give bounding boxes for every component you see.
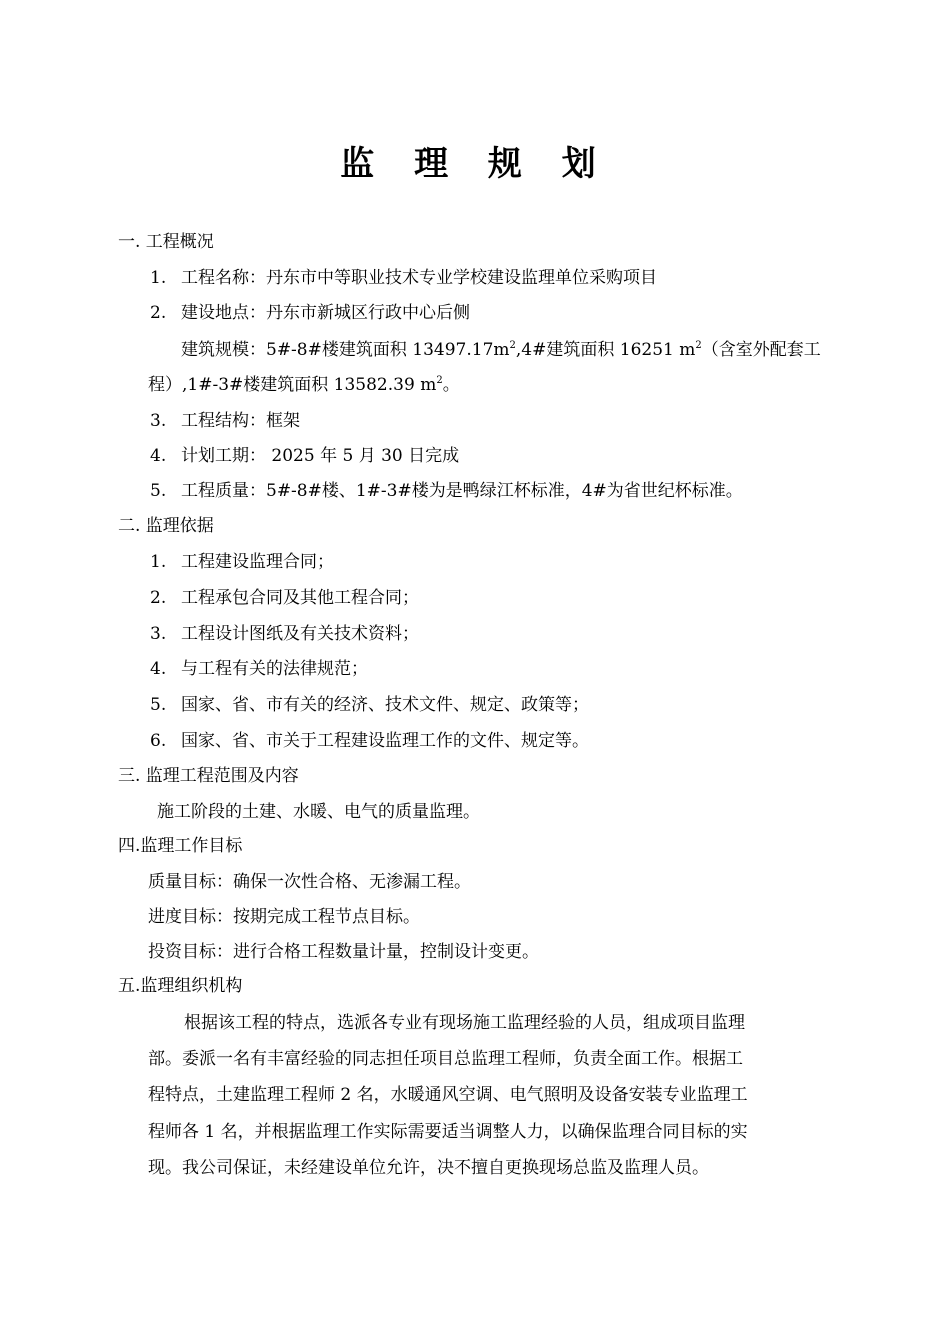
scale-text-c: （含室外配套工 (701, 340, 821, 360)
list-item: 工程建设监理合同； (181, 552, 334, 572)
paragraph-line: 现。我公司保证，未经建设单位允许，决不擅自更换现场总监及监理人员。 (148, 1158, 709, 1178)
list-item: 工程设计图纸及有关技术资料； (181, 624, 419, 644)
list-number: 6. (150, 731, 167, 751)
list-number: 5. (150, 695, 167, 715)
section-heading-organization: 五.监理组织机构 (118, 976, 243, 996)
paragraph-line: 根据该工程的特点，选派各专业有现场施工监理经验的人员，组成项目监理 (184, 1013, 745, 1033)
investment-goal: 投资目标：进行合格工程数量计量，控制设计变更。 (148, 942, 539, 962)
project-name: 工程名称：丹东市中等职业技术专业学校建设监理单位采购项目 (181, 268, 657, 288)
list-number: 1. (150, 552, 167, 572)
project-scale-line-1 (181, 338, 821, 362)
list-number: 1. (150, 268, 167, 288)
list-number: 2. (150, 588, 167, 608)
project-schedule: 计划工期： 2025 年 5 月 30 日完成 (181, 446, 460, 466)
list-item: 国家、省、市有关的经济、技术文件、规定、政策等； (181, 695, 589, 715)
list-number: 5. (150, 481, 167, 501)
project-quality: 工程质量：5#-8#楼、1#-3#楼为是鸭绿江杯标准，4#为省世纪杯标准。 (181, 481, 743, 501)
list-number: 3. (150, 411, 167, 431)
list-number: 4. (150, 659, 167, 679)
schedule-goal: 进度目标：按期完成工程节点目标。 (148, 907, 420, 927)
list-number: 3. (150, 624, 167, 644)
scope-text: 施工阶段的土建、水暖、电气的质量监理。 (157, 802, 480, 822)
superscript: 2 (436, 375, 443, 386)
list-number: 2. (150, 303, 167, 323)
page-title: 监 理 规 划 (340, 144, 610, 184)
list-item: 国家、省、市关于工程建设监理工作的文件、规定等。 (181, 731, 589, 751)
scale-text-e: 。 (442, 375, 460, 395)
list-item: 与工程有关的法律规范； (181, 659, 368, 679)
paragraph-line: 程师各 1 名，并根据监理工作实际需要适当调整人力，以确保监理合同目标的实 (148, 1122, 748, 1142)
superscript: 2 (695, 340, 702, 351)
project-structure: 工程结构：框架 (181, 411, 300, 431)
scale-text-a: 建筑规模：5#-8#楼建筑面积 13497.17m (181, 340, 510, 360)
project-scale-line-2 (148, 373, 460, 397)
paragraph-line: 部。委派一名有丰富经验的同志担任项目总监理工程师，负责全面工作。根据工 (148, 1049, 743, 1069)
quality-goal: 质量目标：确保一次性合格、无渗漏工程。 (148, 872, 471, 892)
project-location: 建设地点：丹东市新城区行政中心后侧 (181, 303, 470, 323)
list-number: 4. (150, 446, 167, 466)
section-heading-basis: 二. 监理依据 (118, 516, 214, 536)
section-heading-goals: 四.监理工作目标 (118, 836, 243, 856)
paragraph-line: 程特点，土建监理工程师 2 名，水暖通风空调、电气照明及设备安装专业监理工 (148, 1085, 748, 1105)
scale-text-d: 程）,1#-3#楼建筑面积 13582.39 m (148, 375, 437, 395)
section-heading-scope: 三. 监理工程范围及内容 (118, 766, 299, 786)
section-heading-overview: 一. 工程概况 (118, 232, 214, 252)
superscript: 2 (509, 340, 516, 351)
list-item: 工程承包合同及其他工程合同； (181, 588, 419, 608)
scale-text-b: ,4#建筑面积 16251 m (515, 340, 696, 360)
